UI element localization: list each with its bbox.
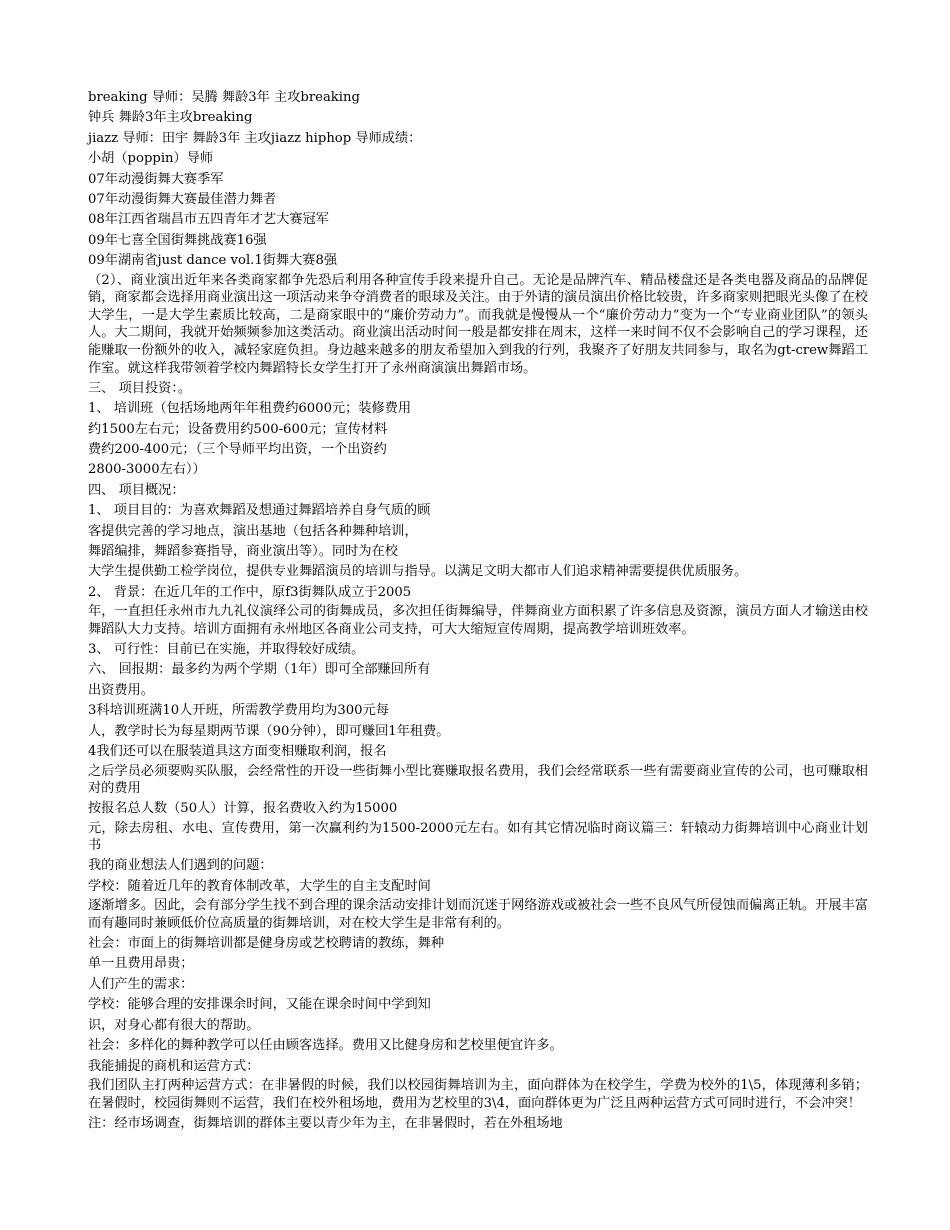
text-line: 约1500左右元；设备费用约500-600元；宣传材料 <box>88 421 388 437</box>
text-line: 3、 可行性：目前已在实施，并取得较好成绩。 <box>88 642 365 658</box>
text-line: 钟兵 舞龄3年主攻breaking <box>88 110 253 126</box>
text-line: 07年动漫街舞大赛季军 <box>88 171 224 187</box>
text-line: 2800-3000左右）） <box>88 462 206 478</box>
text-line: 我的商业想法人们遇到的问题： <box>88 858 273 874</box>
text-line: 1、 培训班（包括场地两年年租费约6000元；装修费用 <box>88 401 412 417</box>
text-line: 三、 项目投资：。 <box>88 380 192 396</box>
paragraph-school: 逐渐增多。因此，会有部分学生找不到合理的课余活动安排计划而沉迷于网络游戏或被社会一些不良风气所侵蚀而偏离正轨。开展丰富而有趣同时兼顾低价位高质量的街舞培训，对在校大学生是非常有利的。 <box>88 898 868 931</box>
text-line: 出资费用。 <box>88 682 154 698</box>
text-line: breaking 导师：吴腾 舞龄3年 主攻breaking <box>88 90 360 105</box>
text-line: 大学生提供勤工检学岗位，提供专业舞蹈演员的培训与指导。以满足文明大都市人们追求精神需要提供优质服务。 <box>88 564 748 580</box>
paragraph-registration: 之后学员必须要购买队服，会经常性的开设一些街舞小型比赛赚取报名费用，我们会经常联系一些有需要商业宣传的公司，也可赚取相对的费用 <box>88 763 868 797</box>
text-line: 08年江西省瑞昌市五四青年才艺大赛冠军 <box>88 212 329 228</box>
text-line: 1、 项目目的：为喜欢舞蹈及想通过舞蹈培养自身气质的顾 <box>88 503 431 519</box>
text-line: 人们产生的需求： <box>88 976 194 992</box>
text-line: 客提供完善的学习地点，演出基地（包括各种舞种培训， <box>88 523 418 539</box>
text-line: 按报名总人数（50人）计算，报名费收入约为15000 <box>88 801 398 817</box>
text-line: 人，教学时长为每星期两节课（90分钟），即可赚回1年租费。 <box>88 723 450 739</box>
text-line: 社会：多样化的舞种教学可以任由顾客选择。费用又比健身房和艺校里便宜许多。 <box>88 1038 563 1054</box>
text-line: 费约200-400元；（三个导师平均出资，一个出资约 <box>88 442 387 458</box>
text-line: jiazz 导师：田宇 舞龄3年 主攻jiazz hiphop 导师成绩： <box>88 130 422 146</box>
paragraph-profit: 元，除去房租、水电、宣传费用，第一次赢利约为1500-2000元左右。如有其它情况临时商议篇三：轩辕动力街舞培训中心商业计划书 <box>88 820 868 854</box>
text-line: 3科培训班满10人开班，所需教学费用均为300元每 <box>88 703 389 719</box>
text-line: 07年动漫街舞大赛最佳潜力舞者 <box>88 192 277 208</box>
paragraph-background: 年，一直担任永州市九九礼仪演绎公司的街舞成员，多次担任街舞编导，伴舞商业方面积累了许多信息及资源，演员方面人才输送由校舞蹈队大力支持。培训方面拥有永州地区各商业公司支持，可大大缩短宣传周期，提高教学培训班效率。 <box>88 604 868 637</box>
text-line: 学校：随着近几年的教育体制改革，大学生的自主支配时间 <box>88 878 431 894</box>
text-line: 09年七喜全国街舞挑战赛16强 <box>88 232 267 248</box>
document-page <box>88 88 868 1134</box>
text-line: 四、 项目概况： <box>88 482 185 498</box>
text-line: 识，对身心都有很大的帮助。 <box>88 1017 260 1033</box>
paragraph-commercial-performance: （2）、商业演出近年来各类商家都争先恐后利用各种宣传手段来提升自己。无论是品牌汽车、精品楼盘还是各类电器及商品的品牌促销，商家都会选择用商业演出这一项活动来争夺消费者的眼球及关注。由于外请的演员演出价格比较贵，许多商家则把眼光头像了在校大学生，一是大学生素质比较高，二是商家眼中的“廉价劳动力”。而我就是慢慢从一个“廉价劳动力”变为一个“专业商业团队”的领头人。大二期间，我就开始频频参加这类活动。商业演出活动时间一般是都安排在周末，这样一来时间不仅不会影响自己的学习课程，还能赚取一份额外的收入，减轻家庭负担。身边越来越多的朋友希望加入到我的行列，我聚齐了好朋友共同参与，取名为gt-crew舞蹈工作室。就这样我带领着学校内舞蹈特长女学生打开了永州商演演出舞蹈市场。 <box>88 272 868 376</box>
text-line: 09年湖南省just dance vol.1街舞大赛8强 <box>88 253 338 269</box>
text-line: 社会：市面上的街舞培训都是健身房或艺校聘请的教练，舞种 <box>88 936 445 952</box>
text-line: 注：经市场调查，街舞培训的群体主要以青少年为主，在非暑假时，若在外租场地 <box>88 1115 563 1131</box>
text-line: 我能捕捉的商机和运营方式： <box>88 1058 260 1074</box>
paragraph-operation: 我们团队主打两种运营方式：在非暑假的时候，我们以校园街舞培训为主，面向群体为在校学生，学费为校外的1\5，体现薄利多销；在暑假时，校园街舞则不运营，我们在校外租场地，费用为艺校里的3\4，面向群体更为广泛且两种运营方式可同时进行，不会冲突！ <box>88 1077 868 1111</box>
text-line: 六、 回报期：最多约为两个学期（1年）即可全部赚回所有 <box>88 662 431 678</box>
text-line: 4我们还可以在服装道具这方面变相赚取利润，报名 <box>88 744 387 760</box>
text-line: 单一且费用昂贵； <box>88 956 194 972</box>
text-line: 2、 背景：在近几年的工作中，原f3街舞队成立于2005 <box>88 584 412 600</box>
text-line: 舞蹈编排，舞蹈参赛指导，商业演出等）。同时为在校 <box>88 544 398 560</box>
text-line: 学校：能够合理的安排课余时间，又能在课余时间中学到知 <box>88 997 431 1013</box>
text-line: 小胡（poppin）导师 <box>88 151 214 167</box>
